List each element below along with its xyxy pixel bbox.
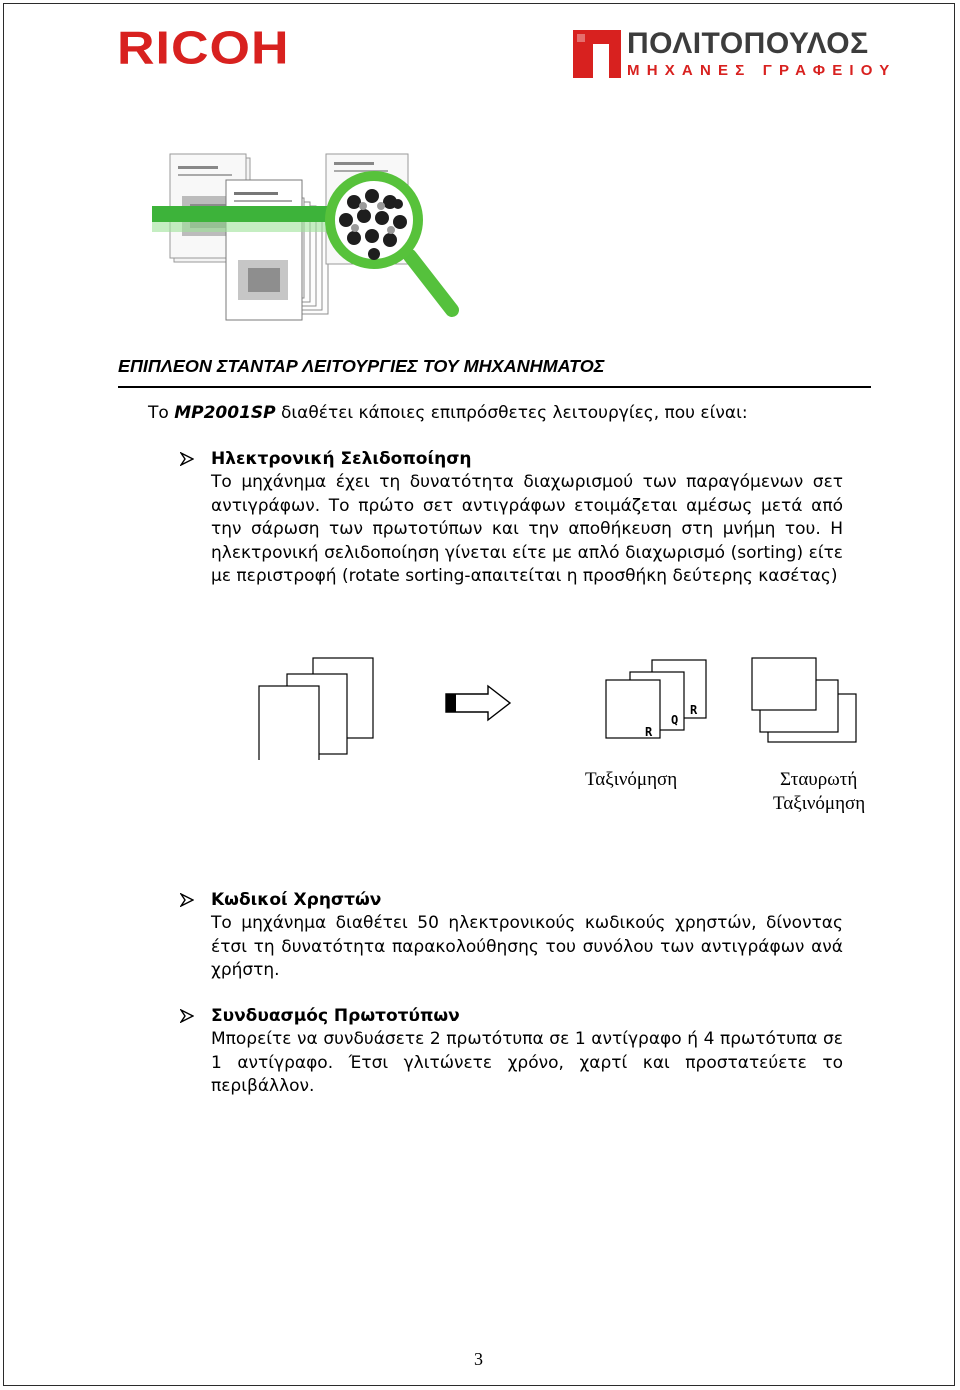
- sort-caption: Ταξινόμηση: [585, 769, 678, 790]
- magnifier-icon: [330, 176, 452, 310]
- scan-illustration: [148, 140, 468, 332]
- feature-title: Συνδυασμός Πρωτοτύπων: [211, 1006, 460, 1026]
- feature-description: Το μηχάνημα έχει τη δυνατότητα διαχωρισμού των παραγόμενων σετ αντιγράφων. Το πρώτο σετ αντιγράφων ετοιμάζεται αμέσως μετά από την σάρωση των πρωτοτύπων και την αποθήκευση στη μνήμη του. Η ηλεκτρονική σελιδοποίηση γίνεται είτε με απλό διαχωρισμό (sorting) είτε με περιστροφή (rotate sorting-απαιτείται η προσθήκη δεύτερης κασέτας): [211, 472, 843, 586]
- page-mark: Q: [671, 713, 679, 727]
- feature-title: Κωδικοί Χρηστών: [211, 890, 382, 910]
- section-divider: [118, 386, 871, 388]
- feature-description: Το μηχάνημα διαθέτει 50 ηλεκτρονικούς κωδικούς χρηστών, δίνοντας έτσι τη δυνατότητα παρακολούθησης του συνόλου των αντιγράφων ανά χρήστη.: [211, 913, 843, 980]
- cross-sort-caption-line1: Σταυρωτή: [780, 769, 858, 790]
- politopoulos-logo-mark: [573, 30, 621, 78]
- politopoulos-logo-name: ΠΟΛΙΤΟΠΟΥΛΟΣ: [627, 27, 869, 60]
- sorted-pages-stack: [606, 660, 706, 738]
- model-name: MP2001SP: [174, 403, 276, 423]
- intro-suffix: διαθέτει κάποιες επιπρόσθετες λειτουργίες, που είναι:: [275, 403, 748, 423]
- fanned-pages: [226, 180, 328, 320]
- page-mark: R: [645, 725, 653, 739]
- section-title: ΕΠΙΠΛΕΟΝ ΣΤΑΝΤΑΡ ΛΕΙΤΟΥΡΓΙΕΣ ΤΟΥ ΜΗΧΑΝΗΜΑΤΟΣ: [118, 356, 605, 376]
- feature-description: Μπορείτε να συνδυάσετε 2 πρωτότυπα σε 1 αντίγραφο ή 4 πρωτότυπα σε 1 αντίγραφο. Έτσι γλιτώνετε χρόνο, χαρτί και προστατεύετε το περιβάλλον.: [211, 1029, 843, 1096]
- page-number: 3: [474, 1349, 483, 1369]
- original-pages-stack: [259, 658, 373, 760]
- right-arrow-icon: [446, 686, 510, 720]
- ricoh-logo: RICOH: [117, 22, 290, 75]
- arrowhead-bullet-icon: [180, 893, 194, 907]
- arrowhead-bullet-icon: [180, 1009, 194, 1023]
- cross-sorted-pages-stack: [752, 658, 856, 742]
- sorting-diagram: [250, 650, 870, 760]
- intro-text: [148, 402, 748, 424]
- arrowhead-bullet-icon: [180, 452, 194, 466]
- feature-title: Ηλεκτρονική Σελιδοποίηση: [211, 449, 472, 469]
- intro-prefix: Το: [148, 403, 175, 423]
- page-mark: R: [690, 703, 698, 717]
- politopoulos-logo-subtitle: ΜΗΧΑΝΕΣ ΓΡΑΦΕΙΟΥ: [627, 62, 897, 79]
- cross-sort-caption-line2: Ταξινόμηση: [773, 793, 866, 814]
